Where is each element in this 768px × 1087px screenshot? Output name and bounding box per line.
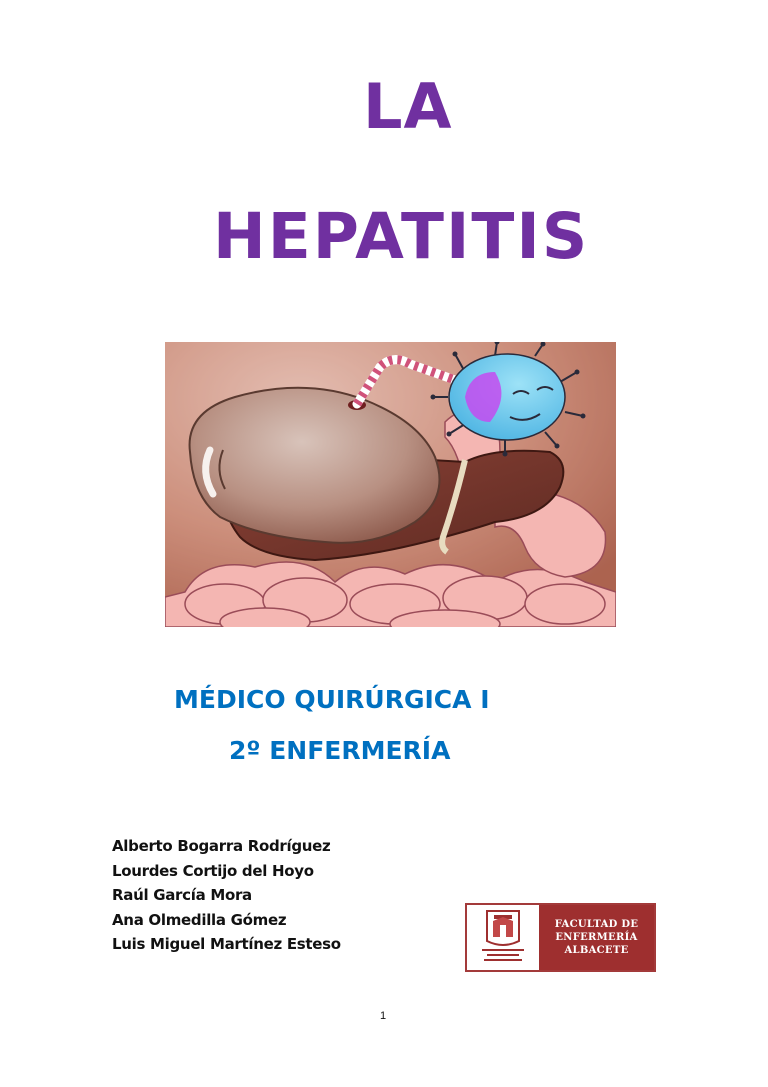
course-year: 2º ENFERMERÍA xyxy=(229,736,451,765)
university-emblem-icon xyxy=(467,905,539,970)
author-list xyxy=(112,834,341,957)
title-line-1: LA xyxy=(363,70,453,143)
author-name: Lourdes Cortijo del Hoyo xyxy=(112,861,314,880)
author-name: Luis Miguel Martínez Esteso xyxy=(112,935,341,953)
course-title: MÉDICO QUIRÚRGICA I xyxy=(174,685,490,714)
faculty-name-line: FACULTAD DE xyxy=(554,919,639,930)
author-name: Ana Olmedilla Gómez xyxy=(112,910,287,929)
page-number: 1 xyxy=(380,1010,387,1022)
faculty-name-line: ENFERMERÍA xyxy=(555,932,638,943)
author-name: Alberto Bogarra Rodríguez xyxy=(112,837,331,855)
faculty-logo xyxy=(465,903,656,972)
faculty-name-line: ALBACETE xyxy=(564,945,629,956)
faculty-name-box xyxy=(539,905,654,970)
author-name: Raúl García Mora xyxy=(112,886,252,904)
cover-illustration xyxy=(165,342,616,627)
title-line-2: HEPATITIS xyxy=(213,200,590,273)
